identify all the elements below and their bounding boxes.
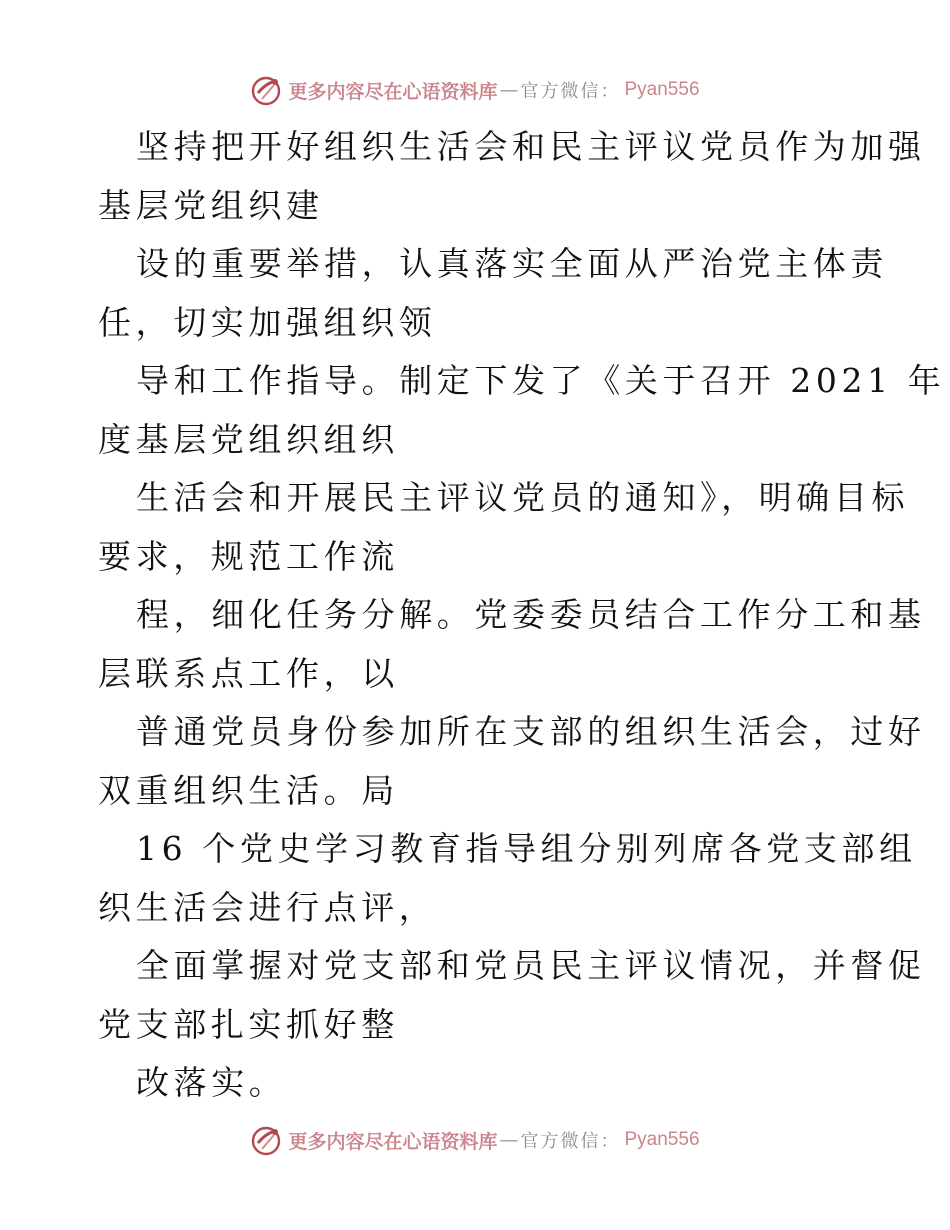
text-line: 程，细化任务分解。党委委员结合工作分工和基 (136, 595, 926, 634)
header-brand-text: 更多内容尽在心语资料库 (288, 80, 498, 103)
text-line: 基层党组织建 (98, 185, 324, 225)
text-line: 度基层党组织组织 (98, 419, 399, 459)
header-wechat-id: Pyan556 (624, 79, 700, 100)
text-line: 任，切实加强组织领 (98, 302, 437, 342)
footer-banner (0, 1120, 950, 1160)
text-line: 改落实。 (136, 1063, 287, 1102)
footer-separator: — (499, 1129, 519, 1151)
text-line: 层联系点工作，以 (98, 653, 399, 693)
document-body (98, 118, 946, 1113)
header-banner (0, 70, 950, 110)
text-line: 设的重要举措，认真落实全面从严治党主体责 (136, 244, 888, 283)
brand-logo-icon (250, 1123, 284, 1157)
text-line: 坚持把开好组织生活会和民主评议党员作为加强 (136, 127, 926, 166)
text-line: 全面掌握对党支部和党员民主评议情况，并督促 (136, 946, 926, 985)
footer-wechat-label: 官方微信： (520, 1131, 621, 1152)
text-line: 普通党员身份参加所在支部的组织生活会，过好 (136, 712, 926, 751)
text-line: 织生活会进行点评， (98, 887, 437, 927)
header-wechat-label: 官方微信： (520, 81, 621, 102)
text-line: 要求，规范工作流 (98, 536, 399, 576)
text-line: 党支部扎实抓好整 (98, 1004, 399, 1044)
header-separator: — (499, 79, 519, 101)
footer-brand-text: 更多内容尽在心语资料库 (288, 1130, 498, 1153)
text-line: 双重组织生活。局 (98, 770, 399, 810)
footer-wechat-id: Pyan556 (624, 1129, 700, 1150)
text-line: 生活会和开展民主评议党员的通知》，明确目标 (136, 478, 910, 517)
text-line: 导和工作指导。制定下发了《关于召开 2021 年 (136, 361, 946, 400)
brand-logo-icon (250, 73, 284, 107)
text-line: 16 个党史学习教育指导组分别列席各党支部组 (136, 829, 917, 868)
